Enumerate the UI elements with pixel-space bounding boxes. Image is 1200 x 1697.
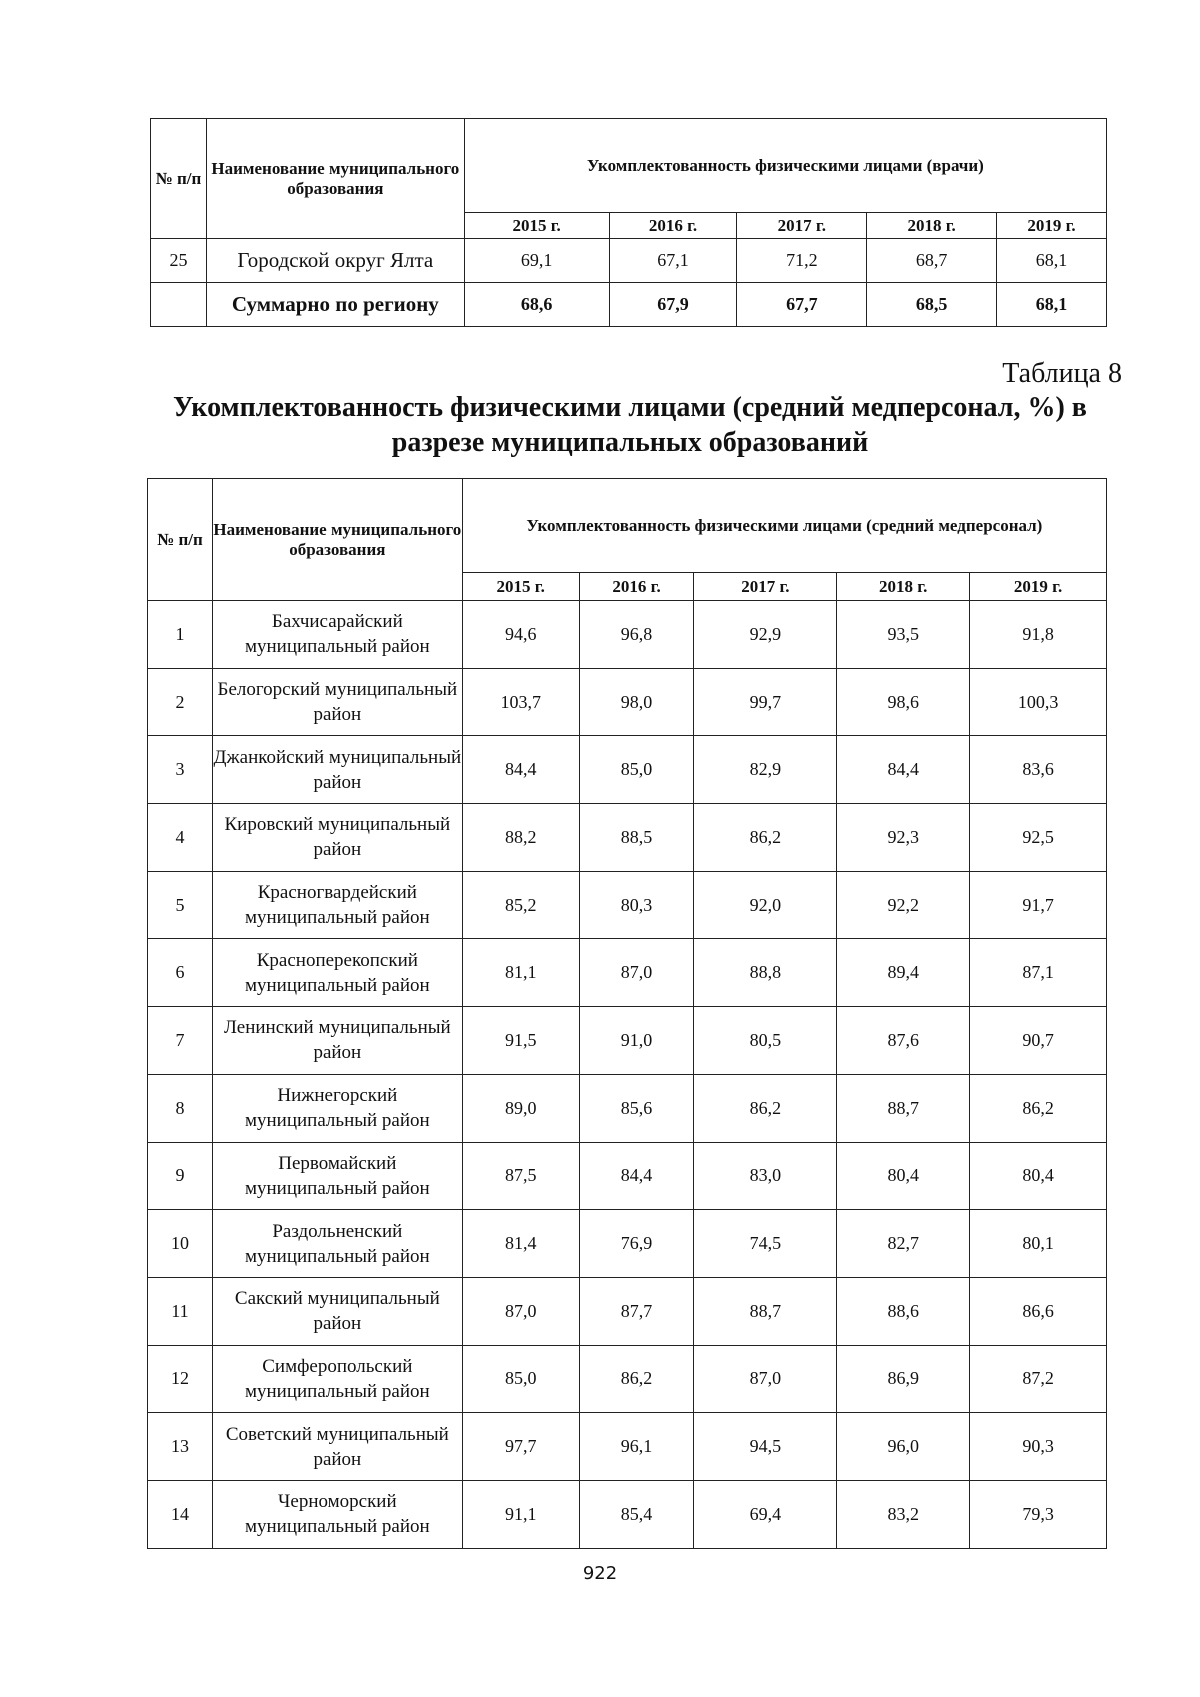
- cell-value: 100,3: [970, 668, 1107, 736]
- cell-value: 90,3: [970, 1413, 1107, 1481]
- header-year: 2016 г.: [609, 213, 737, 239]
- cell-value: 80,1: [970, 1210, 1107, 1278]
- row-num: 6: [148, 939, 213, 1007]
- total-name: Суммарно по региону: [206, 283, 464, 327]
- cell-value: 88,5: [579, 804, 694, 872]
- cell-value: 89,4: [837, 939, 970, 1007]
- table-row: [148, 1413, 1107, 1481]
- cell-value: 92,9: [694, 601, 837, 669]
- row-name: Городской округ Ялта: [206, 239, 464, 283]
- cell-value: 88,2: [462, 804, 579, 872]
- row-num: 1: [148, 601, 213, 669]
- table-row: [148, 939, 1107, 1007]
- cell-value: 92,0: [694, 871, 837, 939]
- header-num: № п/п: [148, 479, 213, 601]
- table-row: [148, 1074, 1107, 1142]
- cell-value: 84,4: [462, 736, 579, 804]
- cell-value: 90,7: [970, 1007, 1107, 1075]
- cell-value: 76,9: [579, 1210, 694, 1278]
- header-year: 2019 г.: [997, 213, 1107, 239]
- row-num: 13: [148, 1413, 213, 1481]
- cell-value: 94,5: [694, 1413, 837, 1481]
- row-name: Красногвардейский муниципальный район: [212, 871, 462, 939]
- row-name: Сакский муниципальный район: [212, 1277, 462, 1345]
- cell-value: 98,6: [837, 668, 970, 736]
- cell-value: 83,6: [970, 736, 1107, 804]
- header-year: 2017 г.: [737, 213, 867, 239]
- header-year: 2018 г.: [867, 213, 997, 239]
- table-row: [148, 804, 1107, 872]
- cell-value: 91,1: [462, 1480, 579, 1548]
- cell-value: 88,7: [837, 1074, 970, 1142]
- header-group: Укомплектованность физическими лицами (средний медперсонал): [462, 479, 1106, 573]
- cell-value: 91,5: [462, 1007, 579, 1075]
- cell-value: 85,2: [462, 871, 579, 939]
- row-name: Раздольненский муниципальный район: [212, 1210, 462, 1278]
- row-num: 8: [148, 1074, 213, 1142]
- cell-value: 87,7: [579, 1277, 694, 1345]
- cell-value: 83,0: [694, 1142, 837, 1210]
- row-num: 4: [148, 804, 213, 872]
- cell-value: 74,5: [694, 1210, 837, 1278]
- cell-value: 92,5: [970, 804, 1107, 872]
- cell-value: 87,5: [462, 1142, 579, 1210]
- nurses-staffing-table: [147, 478, 1107, 1549]
- cell-value: 97,7: [462, 1413, 579, 1481]
- cell-value: 96,1: [579, 1413, 694, 1481]
- total-value: 68,1: [997, 283, 1107, 327]
- row-num: 9: [148, 1142, 213, 1210]
- cell-value: 86,9: [837, 1345, 970, 1413]
- cell-value: 69,4: [694, 1480, 837, 1548]
- cell-value: 81,4: [462, 1210, 579, 1278]
- cell-value: 92,3: [837, 804, 970, 872]
- row-num-empty: [151, 283, 207, 327]
- row-num: 25: [151, 239, 207, 283]
- cell-value: 87,2: [970, 1345, 1107, 1413]
- row-num: 2: [148, 668, 213, 736]
- row-name: Ленинский муниципальный район: [212, 1007, 462, 1075]
- row-name: Симферопольский муниципальный район: [212, 1345, 462, 1413]
- cell-value: 86,6: [970, 1277, 1107, 1345]
- row-name: Советский муниципальный район: [212, 1413, 462, 1481]
- cell-value: 82,9: [694, 736, 837, 804]
- table-row: [148, 1345, 1107, 1413]
- cell-value: 86,2: [694, 1074, 837, 1142]
- header-year: 2016 г.: [579, 573, 694, 601]
- header-year: 2015 г.: [464, 213, 609, 239]
- cell-value: 83,2: [837, 1480, 970, 1548]
- cell-value: 96,0: [837, 1413, 970, 1481]
- cell-value: 80,4: [970, 1142, 1107, 1210]
- cell-value: 86,2: [970, 1074, 1107, 1142]
- table-title: Укомплектованность физическими лицами (средний медперсонал, %) в разрезе муниципальных образований: [173, 392, 1087, 458]
- cell-value: 96,8: [579, 601, 694, 669]
- table-row: [151, 239, 1107, 283]
- table-row: [148, 1480, 1107, 1548]
- cell-value: 88,7: [694, 1277, 837, 1345]
- cell-value: 81,1: [462, 939, 579, 1007]
- table-caption: Таблица 8: [1002, 358, 1122, 389]
- row-num: 12: [148, 1345, 213, 1413]
- table-row: [148, 601, 1107, 669]
- cell-value: 87,1: [970, 939, 1107, 1007]
- cell-value: 103,7: [462, 668, 579, 736]
- cell-value: 92,2: [837, 871, 970, 939]
- table-row: [148, 871, 1107, 939]
- physicians-staffing-table: [150, 118, 1107, 327]
- cell-value: 98,0: [579, 668, 694, 736]
- row-name: Первомайский муниципальный район: [212, 1142, 462, 1210]
- cell-value: 67,1: [609, 239, 737, 283]
- header-year: 2015 г.: [462, 573, 579, 601]
- cell-value: 91,8: [970, 601, 1107, 669]
- row-name: Нижнегорский муниципальный район: [212, 1074, 462, 1142]
- cell-value: 79,3: [970, 1480, 1107, 1548]
- row-name: Белогорский муниципальный район: [212, 668, 462, 736]
- cell-value: 93,5: [837, 601, 970, 669]
- cell-value: 94,6: [462, 601, 579, 669]
- cell-value: 85,0: [579, 736, 694, 804]
- header-year: 2018 г.: [837, 573, 970, 601]
- page-number: 922: [582, 1563, 618, 1584]
- table-row: [148, 1210, 1107, 1278]
- header-name: Наименование муниципального образования: [206, 119, 464, 239]
- cell-value: 82,7: [837, 1210, 970, 1278]
- cell-value: 68,1: [997, 239, 1107, 283]
- row-num: 11: [148, 1277, 213, 1345]
- cell-value: 80,4: [837, 1142, 970, 1210]
- cell-value: 88,8: [694, 939, 837, 1007]
- cell-value: 99,7: [694, 668, 837, 736]
- header-year: 2019 г.: [970, 573, 1107, 601]
- cell-value: 84,4: [837, 736, 970, 804]
- row-name: Черноморский муниципальный район: [212, 1480, 462, 1548]
- total-value: 68,6: [464, 283, 609, 327]
- cell-value: 84,4: [579, 1142, 694, 1210]
- total-row: [151, 283, 1107, 327]
- header-num: № п/п: [151, 119, 207, 239]
- total-value: 67,7: [737, 283, 867, 327]
- cell-value: 86,2: [579, 1345, 694, 1413]
- cell-value: 91,0: [579, 1007, 694, 1075]
- table-row: [148, 1277, 1107, 1345]
- table-row: [148, 736, 1107, 804]
- row-num: 10: [148, 1210, 213, 1278]
- table-row: [148, 1007, 1107, 1075]
- header-group: Укомплектованность физическими лицами (врачи): [464, 119, 1106, 213]
- cell-value: 86,2: [694, 804, 837, 872]
- cell-value: 80,5: [694, 1007, 837, 1075]
- cell-value: 69,1: [464, 239, 609, 283]
- cell-value: 91,7: [970, 871, 1107, 939]
- cell-value: 87,0: [694, 1345, 837, 1413]
- cell-value: 88,6: [837, 1277, 970, 1345]
- row-name: Джанкойский муниципальный район: [212, 736, 462, 804]
- cell-value: 87,6: [837, 1007, 970, 1075]
- total-value: 67,9: [609, 283, 737, 327]
- total-value: 68,5: [867, 283, 997, 327]
- cell-value: 85,4: [579, 1480, 694, 1548]
- cell-value: 85,0: [462, 1345, 579, 1413]
- table-row: [148, 1142, 1107, 1210]
- cell-value: 68,7: [867, 239, 997, 283]
- row-num: 5: [148, 871, 213, 939]
- row-num: 14: [148, 1480, 213, 1548]
- cell-value: 87,0: [579, 939, 694, 1007]
- cell-value: 71,2: [737, 239, 867, 283]
- cell-value: 87,0: [462, 1277, 579, 1345]
- row-num: 3: [148, 736, 213, 804]
- row-name: Кировский муниципальный район: [212, 804, 462, 872]
- cell-value: 80,3: [579, 871, 694, 939]
- row-num: 7: [148, 1007, 213, 1075]
- row-name: Красноперекопский муниципальный район: [212, 939, 462, 1007]
- cell-value: 85,6: [579, 1074, 694, 1142]
- header-year: 2017 г.: [694, 573, 837, 601]
- table-body: [148, 601, 1107, 1549]
- row-name: Бахчисарайский муниципальный район: [212, 601, 462, 669]
- cell-value: 89,0: [462, 1074, 579, 1142]
- header-name: Наименование муниципального образования: [212, 479, 462, 601]
- table-row: [148, 668, 1107, 736]
